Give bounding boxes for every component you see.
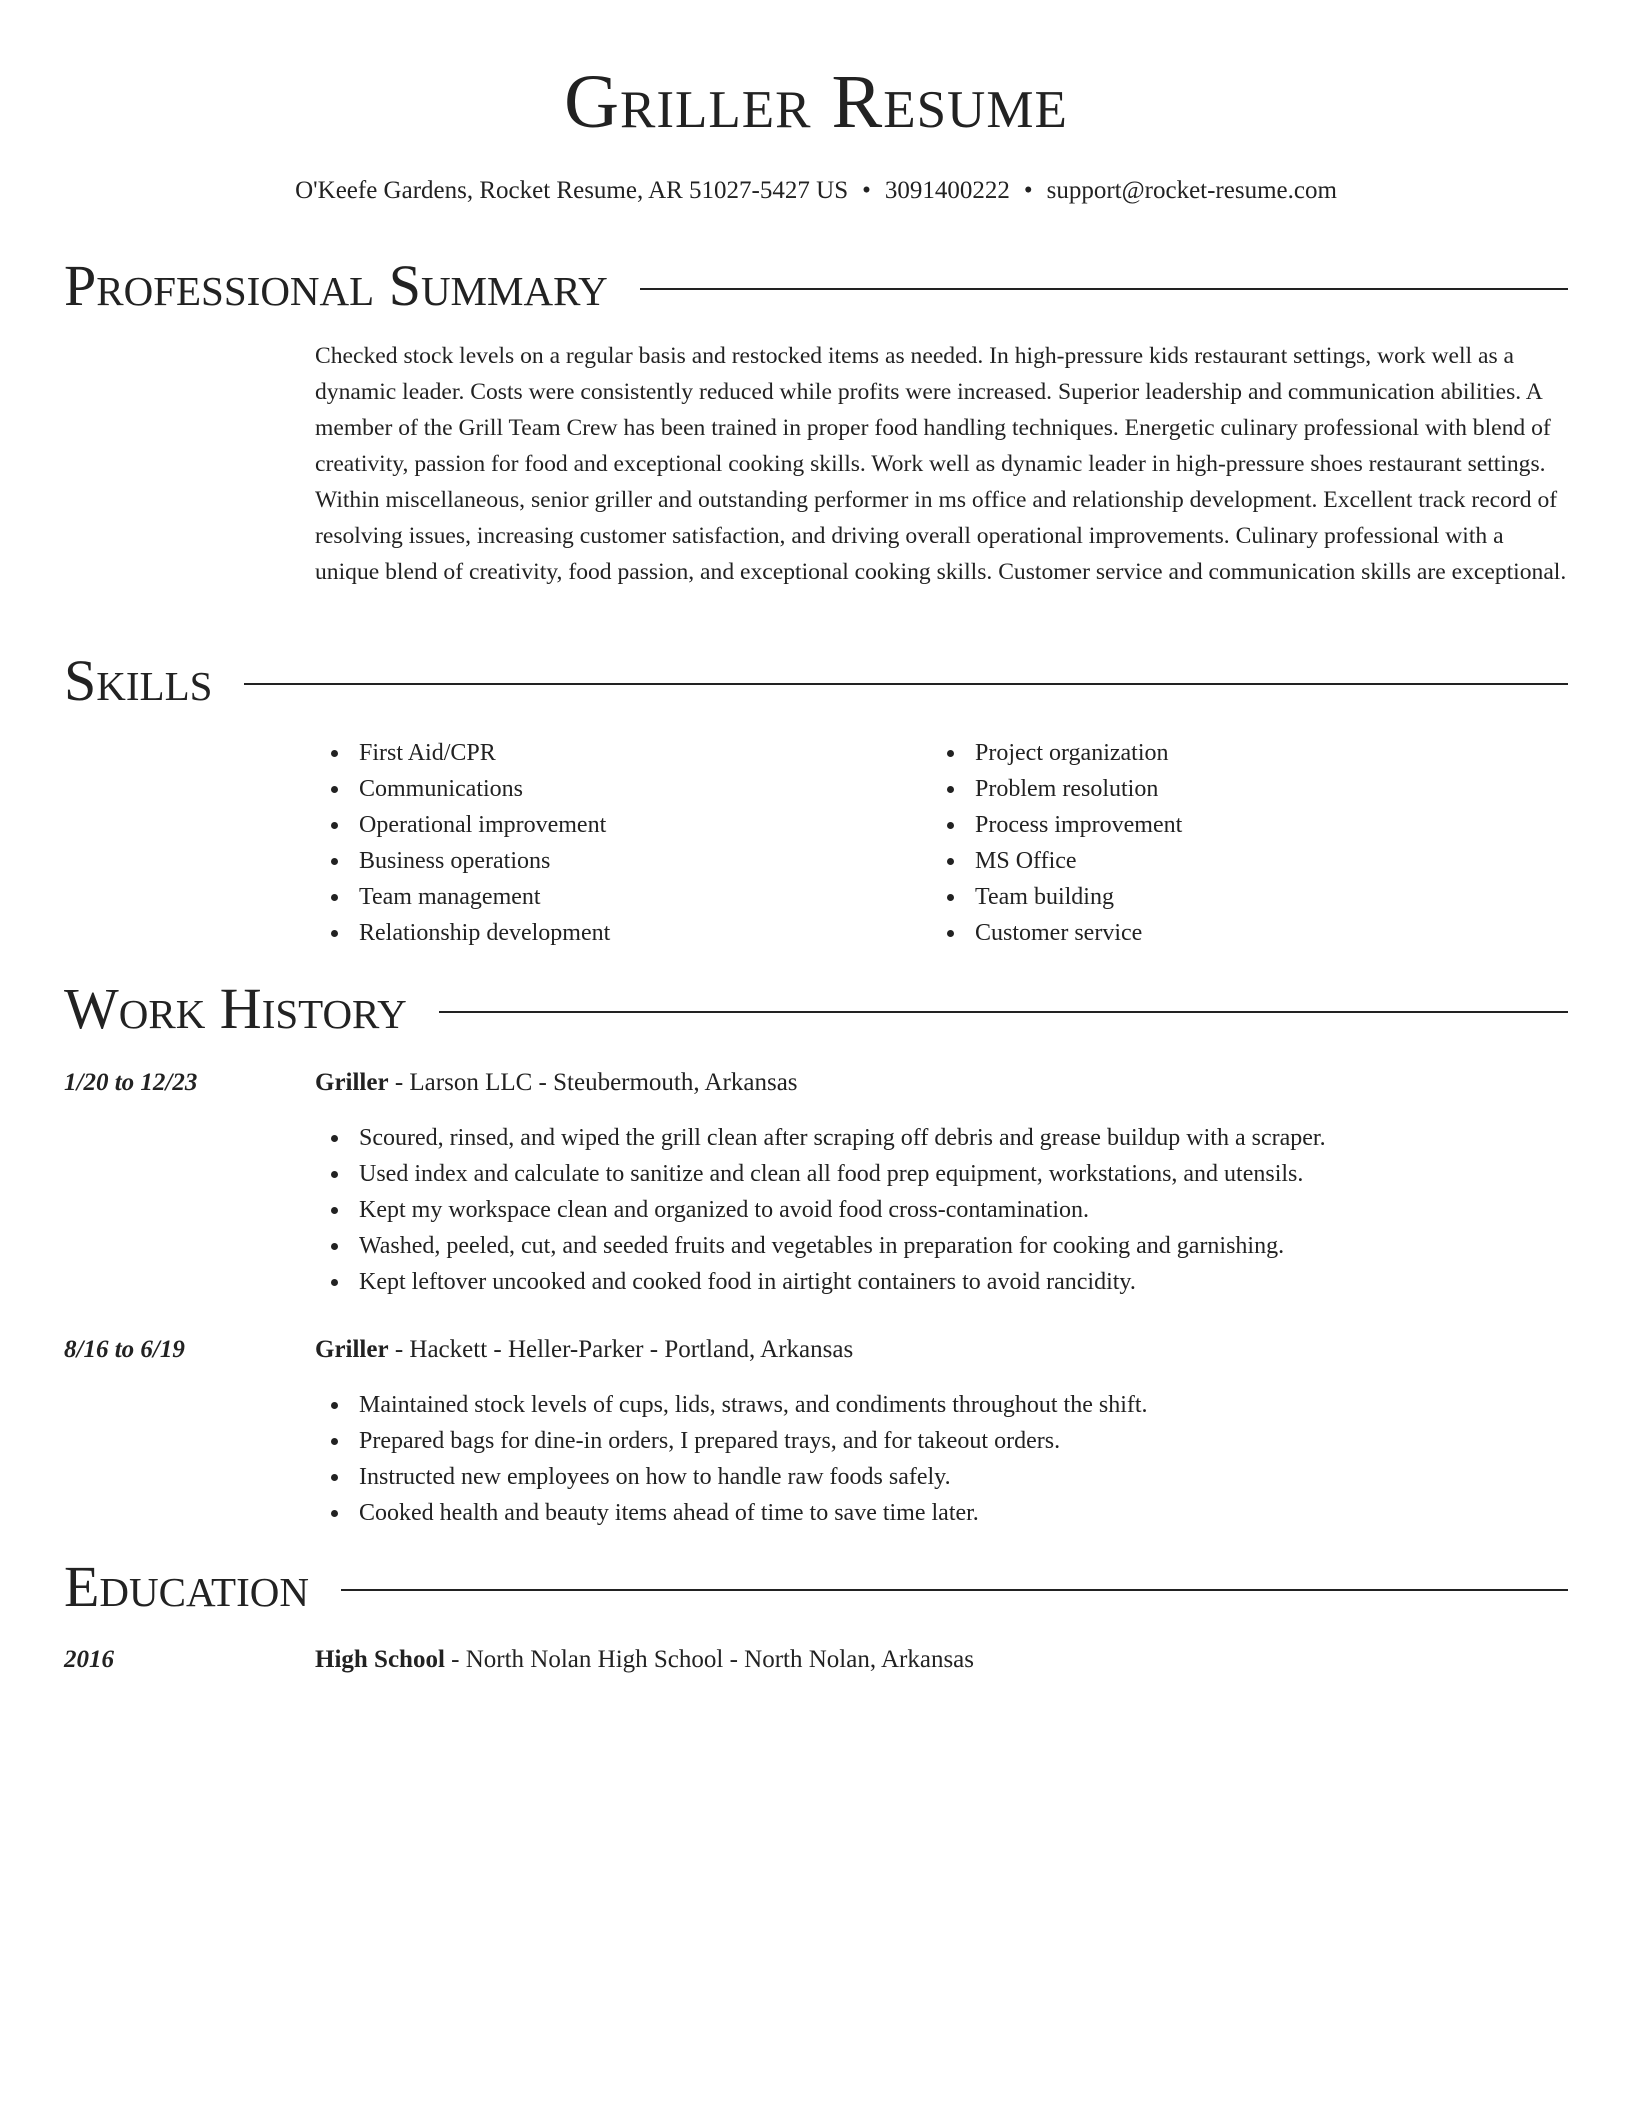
separator: • xyxy=(862,177,871,204)
skills-section-header xyxy=(64,648,1568,714)
summary-section-header xyxy=(64,253,1568,319)
skill-item: Communications xyxy=(315,771,915,807)
skill-item: Business operations xyxy=(315,843,915,879)
job-employer: - Larson LLC - Steubermouth, Arkansas xyxy=(388,1069,798,1096)
section-divider xyxy=(244,683,1568,685)
skill-item: Process improvement xyxy=(931,807,1531,843)
skill-item: Team building xyxy=(931,879,1531,915)
email: support@rocket-resume.com xyxy=(1046,177,1337,204)
job-duty-item: Scoured, rinsed, and wiped the grill clean after scraping off debris and grease buildup with a scraper. xyxy=(315,1120,1569,1156)
job-dates: 1/20 to 12/23 xyxy=(64,1069,198,1096)
address: O'Keefe Gardens, Rocket Resume, AR 51027-5427 US xyxy=(295,177,849,204)
job-duty-item: Kept leftover uncooked and cooked food in airtight containers to avoid rancidity. xyxy=(315,1264,1569,1300)
skills-list xyxy=(931,735,1531,951)
job-title-line xyxy=(315,1333,853,1367)
job-duty-item: Prepared bags for dine-in orders, I prepared trays, and for takeout orders. xyxy=(315,1423,1569,1459)
job-duties xyxy=(315,1387,1569,1531)
job-dates: 8/16 to 6/19 xyxy=(64,1336,185,1363)
job-duty-item: Cooked health and beauty items ahead of time to save time later. xyxy=(315,1495,1569,1531)
job-duty-item: Washed, peeled, cut, and seeded fruits and vegetables in preparation for cooking and garnishing. xyxy=(315,1228,1569,1264)
section-title: Professional Summary xyxy=(64,253,608,318)
job-duty-item: Maintained stock levels of cups, lids, straws, and condiments throughout the shift. xyxy=(315,1387,1569,1423)
skills-list xyxy=(315,735,915,951)
contact-line xyxy=(0,174,1632,208)
section-title: Work History xyxy=(64,976,407,1041)
section-title: Skills xyxy=(64,648,213,713)
education-degree: High School xyxy=(315,1646,445,1673)
work-section-header xyxy=(64,976,1568,1042)
education-line xyxy=(315,1643,974,1677)
section-divider xyxy=(640,288,1568,290)
job-duty-item: Instructed new employees on how to handle raw foods safely. xyxy=(315,1459,1569,1495)
skill-item: First Aid/CPR xyxy=(315,735,915,771)
education-year: 2016 xyxy=(64,1646,114,1673)
skills-right-column xyxy=(931,735,1531,951)
separator: • xyxy=(1023,177,1033,204)
skill-item: Customer service xyxy=(931,915,1531,951)
summary-text: Checked stock levels on a regular basis and restocked items as needed. In high-pressure kids restaurant settings, work well as a dynamic leader. Costs were consistently reduced while profits were increased. Superior leadership and communication abilities. A member of the Grill Team Crew has been trained in proper food handling techniques. Energetic culinary professional with blend of creativity, passion for food and exceptional cooking skills. Work well as dynamic leader in high-pressure shoes restaurant settings. Within miscellaneous, senior griller and outstanding performer in ms office and relationship development. Excellent track record of resolving issues, increasing customer satisfaction, and driving overall operational improvements. Culinary professional with a unique blend of creativity, food passion, and exceptional cooking skills. Customer service and communication skills are exceptional. xyxy=(315,343,1567,585)
section-divider xyxy=(341,1589,1568,1591)
resume-title: Griller Resume xyxy=(564,60,1068,144)
skill-item: Problem resolution xyxy=(931,771,1531,807)
job-role: Griller xyxy=(315,1336,389,1363)
skill-item: Relationship development xyxy=(315,915,915,951)
job-title-line xyxy=(315,1066,798,1100)
job-duty-item: Used index and calculate to sanitize and clean all food prep equipment, workstations, and utensils. xyxy=(315,1156,1569,1192)
phone: 3091400222 xyxy=(884,177,1010,204)
skills-left-column xyxy=(315,735,915,951)
education-section-header xyxy=(64,1554,1568,1620)
education-school: - North Nolan High School - North Nolan, Arkansas xyxy=(444,1646,974,1673)
skill-item: Team management xyxy=(315,879,915,915)
section-title: Education xyxy=(64,1554,309,1619)
job-employer: - Hackett - Heller-Parker - Portland, Arkansas xyxy=(388,1336,854,1363)
job-role: Griller xyxy=(315,1069,389,1096)
skill-item: Project organization xyxy=(931,735,1531,771)
skill-item: MS Office xyxy=(931,843,1531,879)
job-duties xyxy=(315,1120,1569,1300)
job-duty-item: Kept my workspace clean and organized to avoid food cross-contamination. xyxy=(315,1192,1569,1228)
skill-item: Operational improvement xyxy=(315,807,915,843)
section-divider xyxy=(439,1011,1568,1013)
